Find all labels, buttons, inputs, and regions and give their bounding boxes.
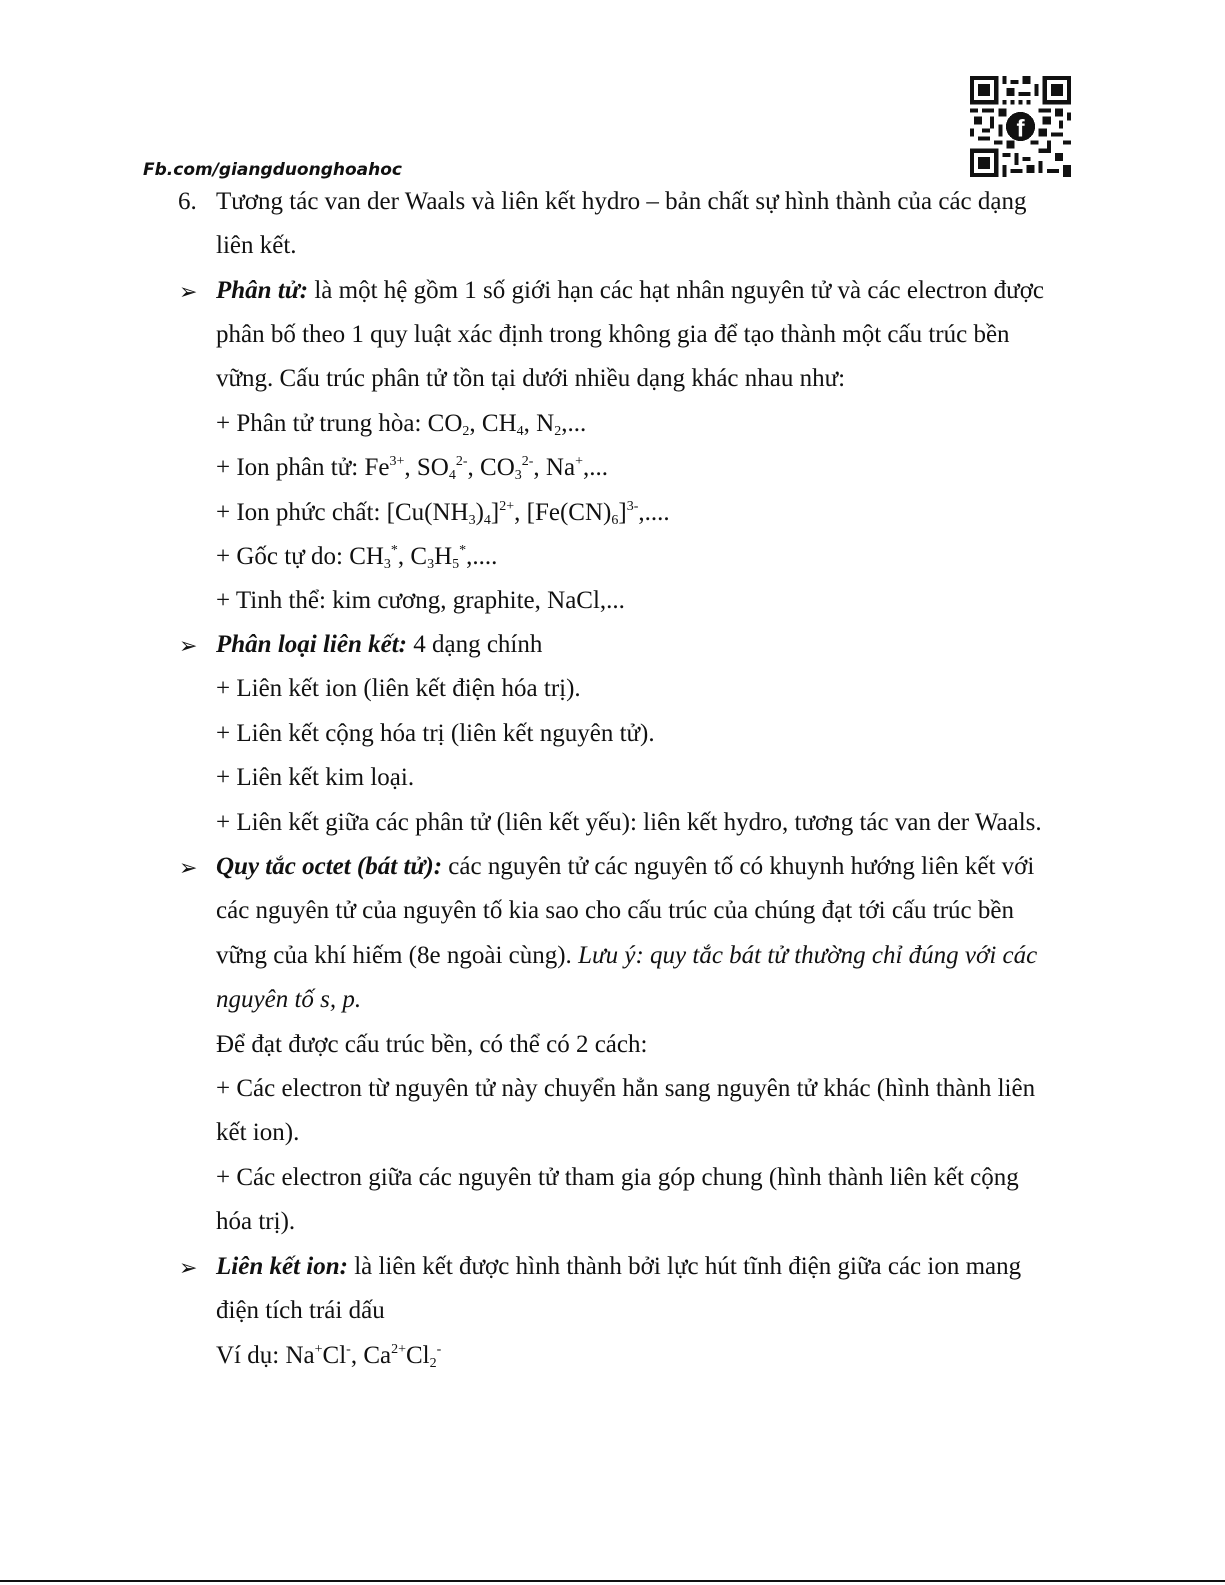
octet-ways: Để đạt được cấu trúc bền, có thể có 2 cách: xyxy=(216,1031,648,1058)
octet-way1: + Các electron từ nguyên tử này chuyển hẳn sang nguyên tử khác (hình thành liên xyxy=(216,1075,1036,1102)
svg-text:f: f xyxy=(1016,115,1025,143)
molecule-l1: là một hệ gồm 1 số giới hạn các hạt nhân nguyên tử và các electron được xyxy=(308,277,1045,304)
ionic-bond: Liên kết ion: là liên kết được hình thành bởi lực hút tĩnh điện giữa các ion mang xyxy=(216,1253,1022,1280)
molecule-definition xyxy=(216,269,1044,313)
bond-types-heading: Phân loại liên kết: 4 dạng chính xyxy=(216,631,543,658)
complex-ion: + Ion phức chất: $[Cu(NH_3)_4]^{2+}$, $[Fe(CN)_6]^{3-}$,.... xyxy=(216,499,670,528)
octet-note-l2: nguyên tố s, p. xyxy=(216,986,362,1013)
bond-type-item: + Liên kết cộng hóa trị (liên kết nguyên tử). xyxy=(216,720,655,747)
ionic-bond-l2: điện tích trái dấu xyxy=(216,1297,385,1324)
molecular-ion: + Ion phân tử: $Fe^{3+}$, $SO_4^{2-}$, $CO_3^{2-}$, Na+,... xyxy=(216,454,608,483)
arrow-bullet-icon: ➢ xyxy=(179,633,198,658)
octet-l3: vững của khí hiếm (8e ngoài cùng). Lưu ý: quy tắc bát tử thường chỉ đúng với các xyxy=(216,942,1038,969)
arrow-bullet-icon: ➢ xyxy=(179,1255,198,1280)
molecule-l3: vững. Cấu trúc phân tử tồn tại dưới nhiều dạng khác nhau như: xyxy=(216,365,846,392)
facebook-link[interactable]: Fb.com/giangduonghoahoc xyxy=(143,160,402,180)
neutral-molecule: + Phân tử trung hòa: $CO_2$, $CH_4$, $N_2$,... xyxy=(216,410,587,439)
octet-way2: + Các electron giữa các nguyên tử tham gia góp chung (hình thành liên kết cộng xyxy=(216,1164,1019,1191)
bond-type-item: + Liên kết kim loại. xyxy=(216,764,415,791)
item-number: 6. xyxy=(178,188,197,215)
octet-way2-cont: hóa trị). xyxy=(216,1208,296,1235)
arrow-bullet-icon: ➢ xyxy=(179,279,198,304)
octet-l2: các nguyên tử của nguyên tố kia sao cho cấu trúc của chúng đạt tới cấu trúc bền xyxy=(216,897,1014,924)
section6-line1: Tương tác van der Waals và liên kết hydro – bản chất sự hình thành của các dạng xyxy=(216,188,1027,215)
arrow-bullet-icon: ➢ xyxy=(179,855,198,880)
page-bottom-rule xyxy=(0,1580,1225,1582)
octet-rule: Quy tắc octet (bát tử): các nguyên tử các nguyên tố có khuynh hướng liên kết với xyxy=(216,853,1035,880)
molecule-term: Phân tử: xyxy=(216,277,309,304)
crystal: + Tinh thể: kim cương, graphite, NaCl,... xyxy=(216,587,625,614)
bond-type-item: + Liên kết ion (liên kết điện hóa trị). xyxy=(216,675,581,702)
octet-way1-cont: kết ion). xyxy=(216,1119,300,1146)
free-radical: + Gốc tự do: $CH_3^*$, $C_3H_5^*$,.... xyxy=(216,543,498,572)
octet-note: Lưu ý: quy tắc bát tử thường chỉ đúng với các xyxy=(578,942,1038,969)
ionic-example: Ví dụ: Na+Cl-, $Ca^{2+}Cl_2^-$ xyxy=(216,1342,442,1371)
molecule-l2: phân bố theo 1 quy luật xác định trong không gia để tạo thành một cấu trúc bền xyxy=(216,321,1010,348)
bond-type-item: + Liên kết giữa các phân tử (liên kết yếu): liên kết hydro, tương tác van der Waals. xyxy=(216,809,1042,836)
section6-line2: liên kết. xyxy=(216,232,297,259)
